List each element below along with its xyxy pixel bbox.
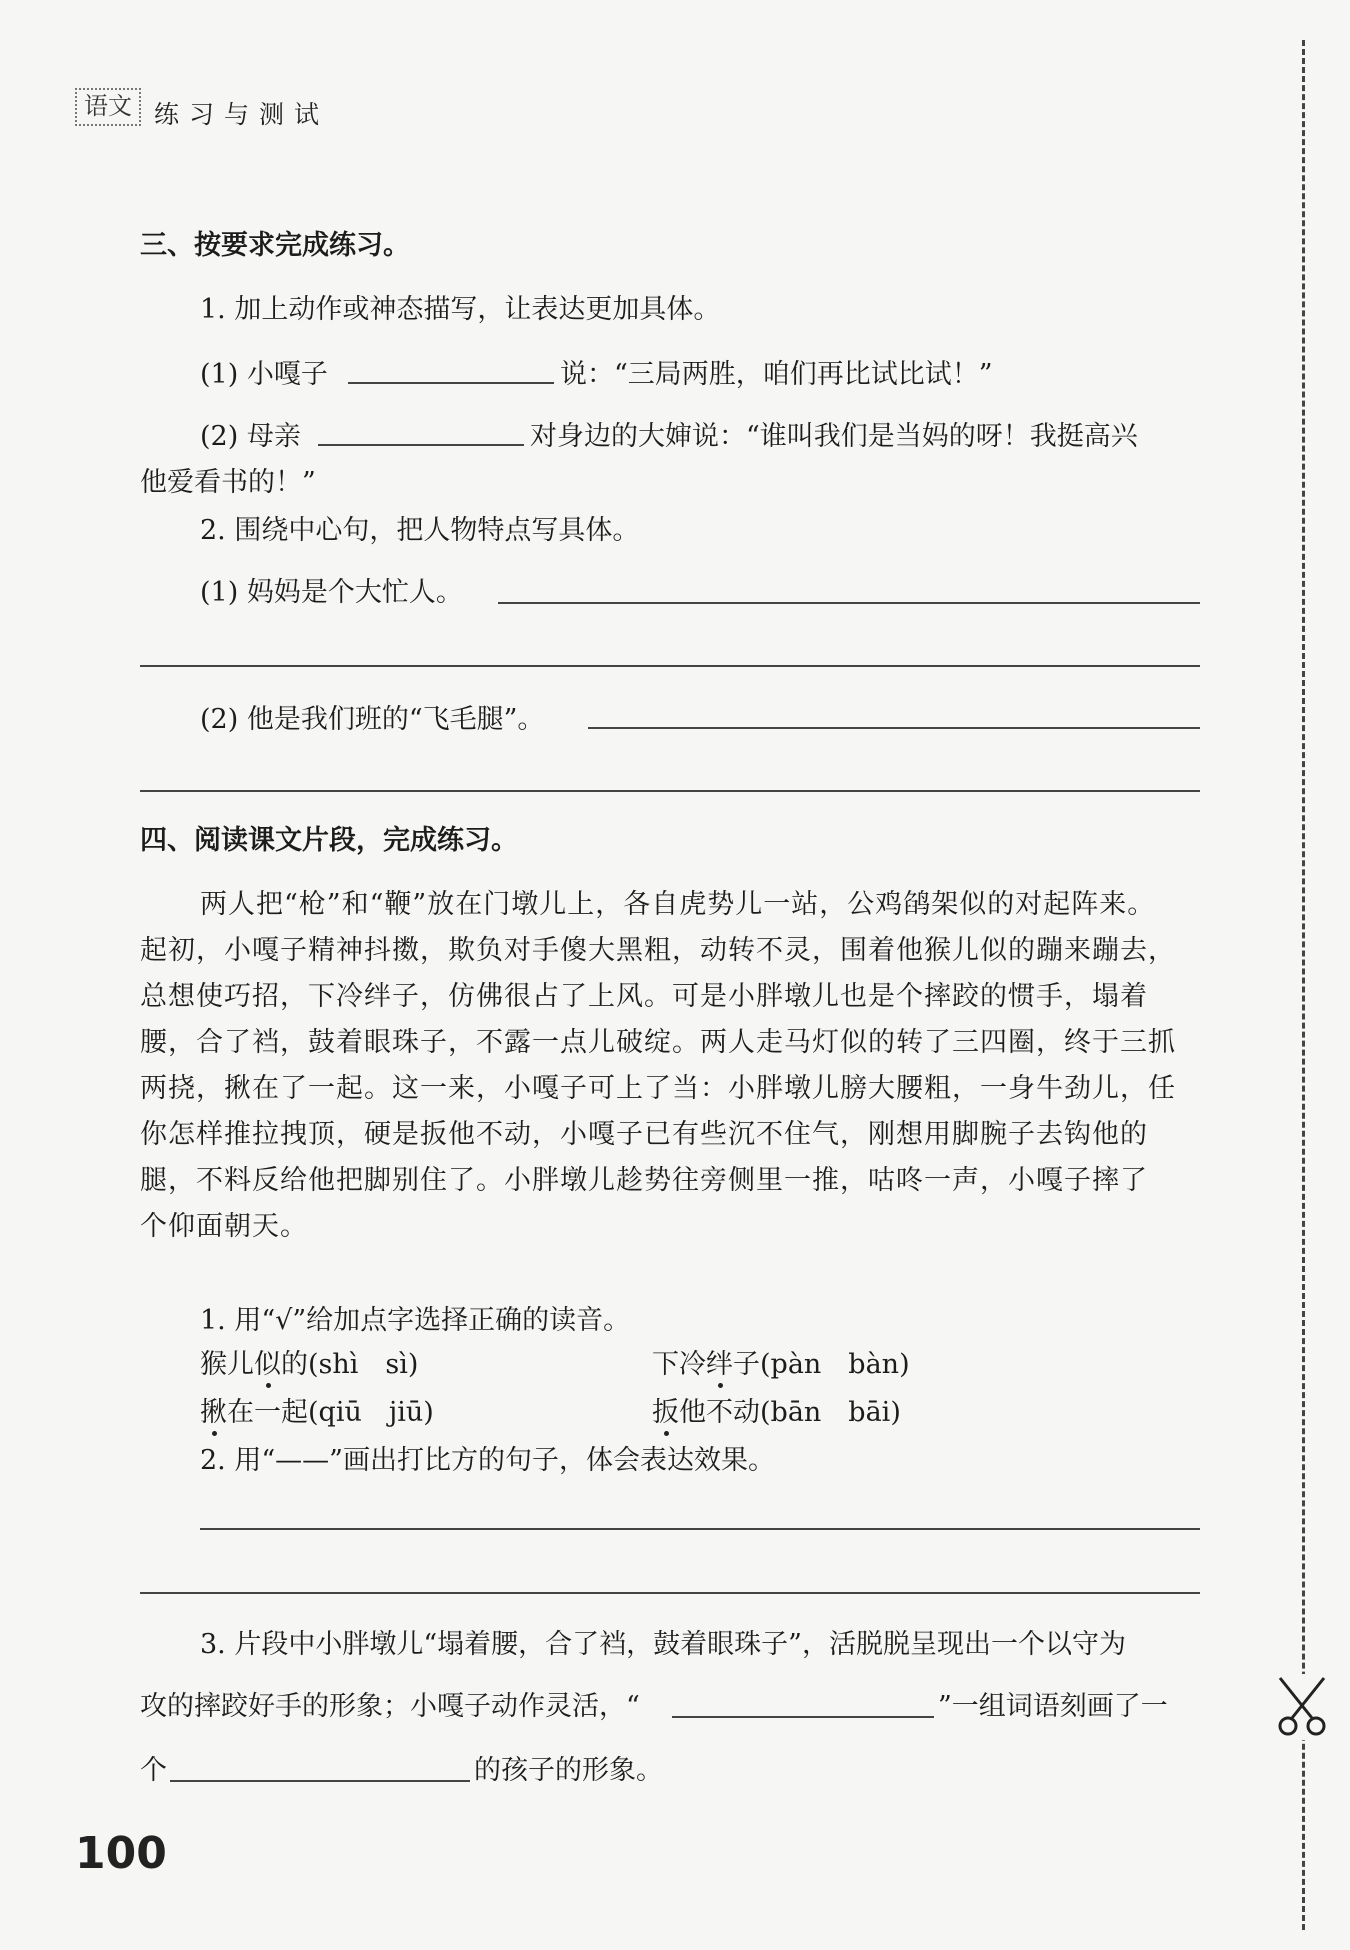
s4-q3-line2-suffix: ”一组词语刻画了一 [938, 1691, 1168, 1722]
s4-q1-prompt: 1. 用“√”给加点字选择正确的读音。 [200, 1305, 631, 1336]
s3-q1-item2-prefix: (2) 母亲 [200, 421, 301, 452]
pinyin-choice-post: 子(pàn bàn) [733, 1349, 910, 1380]
pinyin-choice-pre: 下冷 [652, 1349, 706, 1380]
cut-line [1302, 40, 1305, 1930]
book-title: 练习与测试 [154, 100, 330, 129]
pinyin-choice-4[interactable] [652, 1390, 901, 1429]
pinyin-choice-post: 他不动(bān bāi) [679, 1397, 901, 1428]
s3-q2-item2: (2) 他是我们班的“飞毛腿”。 [200, 704, 545, 735]
passage-line: 个仰面朝天。 [140, 1211, 308, 1242]
s3-q2-item1-blank-2[interactable] [140, 665, 1200, 667]
s3-q2-item2-blank-2[interactable] [140, 790, 1200, 792]
s4-q2-prompt: 2. 用“——”画出打比方的句子，体会表达效果。 [200, 1445, 775, 1476]
s4-q3-line3-suffix: 的孩子的形象。 [474, 1755, 663, 1786]
scissors-icon [1272, 1674, 1332, 1740]
s3-q2-prompt: 2. 围绕中心句，把人物特点写具体。 [200, 515, 640, 546]
passage-line: 你怎样推拉拽顶，硬是扳他不动，小嘎子已有些沉不住气，刚想用脚腕子去钩他的 [140, 1119, 1148, 1150]
pinyin-choice-3[interactable] [200, 1390, 434, 1429]
s3-q2-item1: (1) 妈妈是个大忙人。 [200, 577, 463, 608]
pinyin-choice-1[interactable] [200, 1342, 418, 1381]
passage-line: 腰，合了裆，鼓着眼珠子，不露一点儿破绽。两人走马灯似的转了三四圈，终于三抓 [140, 1027, 1176, 1058]
s4-q2-blank[interactable] [200, 1528, 1200, 1530]
dotted-char: 似 [254, 1349, 281, 1380]
passage-line: 总想使巧招，下冷绊子，仿佛很占了上风。可是小胖墩儿也是个摔跤的惯手，塌着 [140, 981, 1148, 1012]
s3-q1-item2-line2: 他爱看书的！” [140, 467, 316, 498]
s3-q1-prompt: 1. 加上动作或神态描写，让表达更加具体。 [200, 294, 721, 325]
subject-tag: 语文 [75, 88, 141, 126]
s4-q2-blank-2[interactable] [140, 1592, 1200, 1594]
s4-q3-line1: 3. 片段中小胖墩儿“塌着腰，合了裆，鼓着眼珠子”，活脱脱呈现出一个以守为 [200, 1629, 1126, 1660]
pinyin-choice-2[interactable] [652, 1342, 910, 1381]
page-number: 100 [75, 1828, 167, 1879]
s4-q3-blank-1[interactable] [672, 1716, 934, 1718]
s4-q3-line3-prefix: 个 [140, 1755, 167, 1786]
passage-line: 腿，不料反给他把脚别住了。小胖墩儿趁势往旁侧里一推，咕咚一声，小嘎子摔了 [140, 1165, 1148, 1196]
s4-q3-blank-2[interactable] [170, 1780, 470, 1782]
section4-title: 四、阅读课文片段，完成练习。 [140, 825, 518, 856]
s3-q1-item2-blank[interactable] [318, 444, 524, 446]
dotted-char: 揪 [200, 1397, 227, 1428]
passage-line: 两人把“枪”和“鞭”放在门墩儿上，各自虎势儿一站，公鸡鹐架似的对起阵来。 [200, 889, 1156, 920]
s3-q1-item1-blank[interactable] [348, 382, 554, 384]
s3-q2-item2-blank[interactable] [588, 727, 1200, 729]
dotted-char: 绊 [706, 1349, 733, 1380]
passage-line: 两挠，揪在了一起。这一来，小嘎子可上了当：小胖墩儿膀大腰粗，一身牛劲儿，任 [140, 1073, 1176, 1104]
section3-title: 三、按要求完成练习。 [140, 230, 410, 261]
pinyin-choice-pre: 猴儿 [200, 1349, 254, 1380]
pinyin-choice-post: 在一起(qiū jiū) [227, 1397, 434, 1428]
s3-q1-item1-suffix: 说：“三局两胜，咱们再比试比试！” [560, 359, 993, 390]
s4-q3-line2-prefix: 攻的摔跤好手的形象；小嘎子动作灵活，“ [140, 1691, 640, 1722]
s3-q2-item1-blank[interactable] [498, 602, 1200, 604]
reading-passage [140, 882, 1200, 1250]
dotted-char: 扳 [652, 1397, 679, 1428]
passage-line: 起初，小嘎子精神抖擞，欺负对手傻大黑粗，动转不灵，围着他猴儿似的蹦来蹦去， [140, 935, 1176, 966]
s3-q1-item2-suffix: 对身边的大婶说：“谁叫我们是当妈的呀！我挺高兴 [530, 421, 1138, 452]
pinyin-choice-post: 的(shì sì) [281, 1349, 419, 1380]
s3-q1-item1-prefix: (1) 小嘎子 [200, 359, 328, 390]
